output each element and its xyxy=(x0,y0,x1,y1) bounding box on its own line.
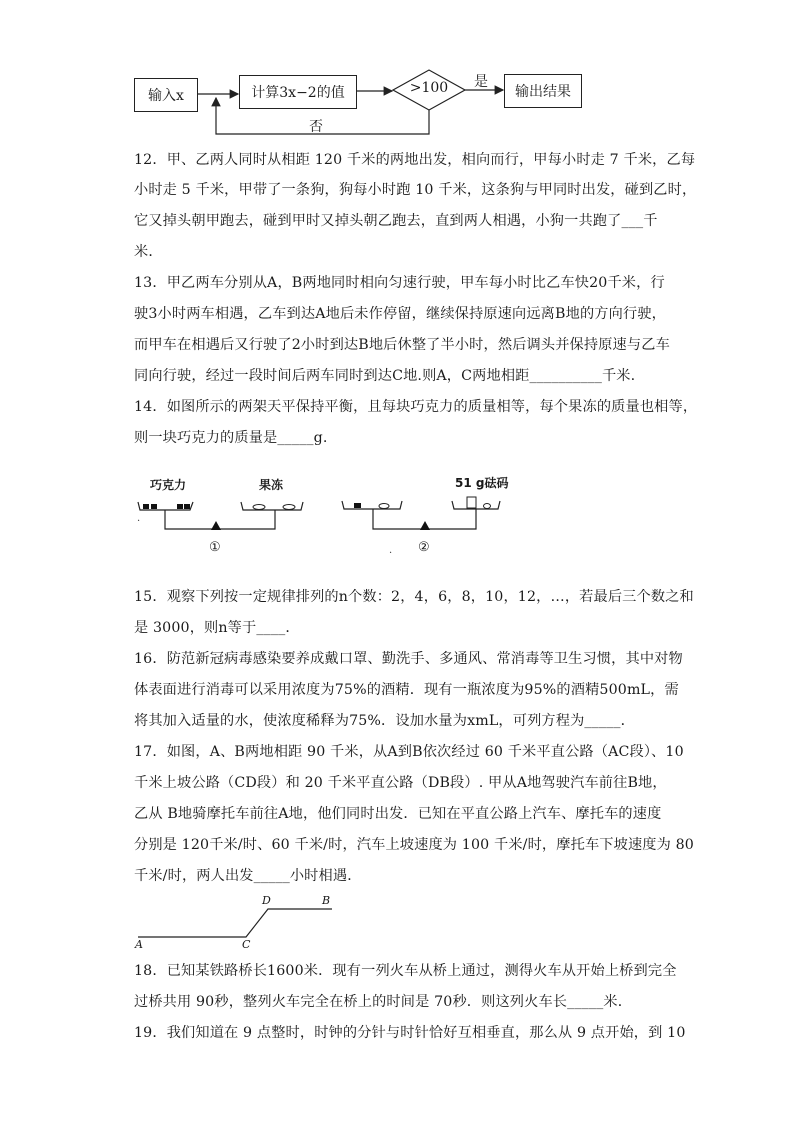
balance-drawing xyxy=(0,470,794,570)
output-label: 输出结果 xyxy=(515,84,571,100)
scale1-fulcrum xyxy=(211,521,221,530)
svg-text:·: · xyxy=(389,548,393,559)
q14-line-1: 14．如图所示的两架天平保持平衡，且每块巧克力的质量相等，每个果冻的质量也相等， xyxy=(134,399,698,415)
flowchart-lines xyxy=(0,0,794,140)
jelly-4 xyxy=(484,504,491,509)
chocolate-4 xyxy=(184,504,190,509)
chocolate-label: 巧克力 xyxy=(150,478,187,492)
no-label: 否 xyxy=(309,119,323,135)
jelly-1 xyxy=(253,505,265,510)
chocolate-5 xyxy=(354,503,361,508)
compute-box xyxy=(239,75,357,109)
chocolate-3 xyxy=(177,504,183,509)
q18-line-1: 18．已知某铁路桥长1600米．现有一列火车从桥上通过，测得火车从开始上桥到完全 xyxy=(134,963,677,979)
jelly-3 xyxy=(379,504,389,509)
road-path xyxy=(138,909,332,937)
jelly-2 xyxy=(283,505,295,510)
q13-line-1: 13．甲乙两车分别从A，B两地同时相向匀速行驶，甲车每小时比乙车快20千米，行 xyxy=(134,275,665,291)
q15-line-2: 是 3000，则n等于____． xyxy=(134,620,300,636)
q19-line-1: 19．我们知道在 9 点整时，时钟的分针与时针恰好互相垂直，那么从 9 点开始，到 10 xyxy=(134,1025,686,1041)
q18-line-2: 过桥共用 90秒，整列火车完全在桥上的时间是 70秒．则这列火车长_____米． xyxy=(134,994,633,1010)
q16-line-1: 16．防范新冠病毒感染要养成戴口罩、勤洗手、多通风、常消毒等卫生习惯，其中对物 xyxy=(134,651,683,667)
q15-line-1: 15．观察下列按一定规律排列的n个数：2，4，6，8，10，12，…，若最后三个数之和 xyxy=(134,589,694,605)
weight-label: 51 g砝码 xyxy=(455,476,509,490)
q13-line-2: 驶3小时两车相遇，乙车到达A地后未作停留，继续保持原速向远离B地的方向行驶， xyxy=(134,306,666,322)
q13-line-4: 同向行驶，经过一段时间后两车同时到达C地.则A，C两地相距__________千米. xyxy=(134,368,636,384)
scale2-left-pan xyxy=(342,501,402,509)
q12-line-3: 它又掉头朝甲跑去，碰到甲时又掉头朝乙跑去，直到两人相遇，小狗一共跑了___千 xyxy=(134,213,658,229)
scale2-number: ② xyxy=(418,540,430,555)
input-label: 输入x xyxy=(148,88,184,104)
q16-line-2: 体表面进行消毒可以采用浓度为75%的酒精．现有一瓶浓度为95%的酒精500mL，需 xyxy=(134,682,679,698)
q17-line-2: 千米上坡公路（CD段）和 20 千米平直公路（DB段）. 甲从A地驾驶汽车前往B地， xyxy=(134,775,667,791)
compute-label: 计算3x−2的值 xyxy=(251,85,345,101)
output-box xyxy=(504,74,582,108)
q17-line-1: 17．如图，A、B两地相距 90 千米，从A到B依次经过 60 千米平直公路（AC段）、10 xyxy=(134,744,684,760)
q14-line-2: 则一块巧克力的质量是_____g. xyxy=(134,430,328,446)
jelly-label: 果冻 xyxy=(259,478,284,492)
svg-text:·: · xyxy=(137,516,141,527)
input-box xyxy=(134,78,198,112)
scale2-fulcrum xyxy=(420,521,430,530)
q17-line-4: 分别是 120千米/时、60 千米/时，汽车上坡速度为 100 千米/时，摩托车下坡速度为 80 xyxy=(134,837,694,853)
chocolate-1 xyxy=(143,504,149,509)
point-b-label: B xyxy=(322,894,331,907)
chocolate-2 xyxy=(151,504,157,509)
q13-line-3: 而甲车在相遇后又行驶了2小时到达B地后休整了半小时，然后调头并保持原速与乙车 xyxy=(134,337,670,353)
weight-51g xyxy=(467,497,476,508)
q12-line-1: 12．甲、乙两人同时从相距 120 千米的两地出发，相向而行，甲每小时走 7 千米，乙每 xyxy=(134,152,696,168)
condition-label: >100 xyxy=(409,80,449,96)
scale1-beam xyxy=(165,510,275,529)
point-a-label: A xyxy=(135,938,143,951)
point-c-label: C xyxy=(242,938,251,951)
scale1-number: ① xyxy=(209,540,221,555)
yes-label: 是 xyxy=(474,74,488,90)
q16-line-3: 将其加入适量的水，使浓度稀释为75%．设加水量为xmL，可列方程为_____． xyxy=(134,713,635,729)
q17-line-5: 千米/时，两人出发_____小时相遇． xyxy=(134,868,362,884)
point-d-label: D xyxy=(262,894,271,907)
road-drawing xyxy=(0,895,794,955)
q12-line-4: 米． xyxy=(134,244,163,260)
q17-line-3: 乙从 B地骑摩托车前往A地，他们同时出发．已知在平直公路上汽车、摩托车的速度 xyxy=(134,806,662,822)
q12-line-2: 小时走 5 千米，甲带了一条狗，狗每小时跑 10 千米，这条狗与甲同时出发，碰到乙时， xyxy=(134,182,697,198)
